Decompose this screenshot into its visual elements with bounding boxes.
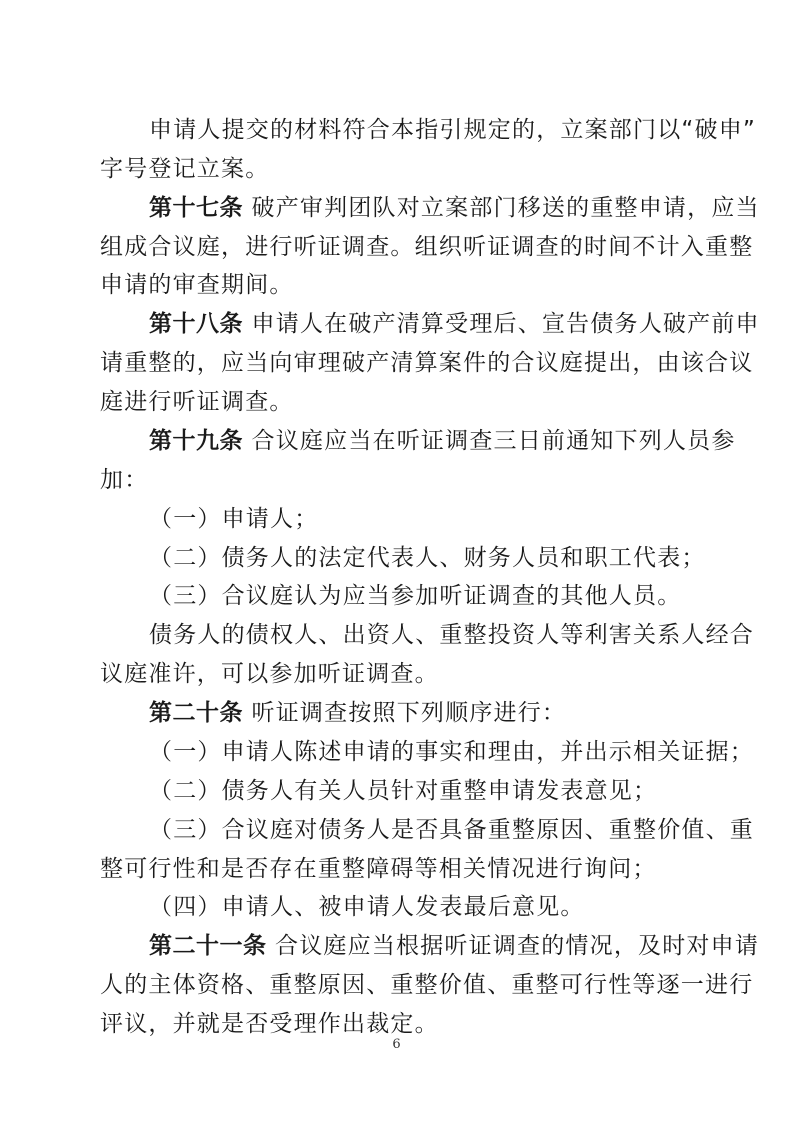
list-item <box>149 893 585 921</box>
line-text: 人的主体资格、重整原因、重整价值、重整可行性等逐一进行 <box>100 972 754 999</box>
text-line <box>100 660 439 688</box>
list-item <box>149 544 706 572</box>
line-text: 破产审判团队对立案部门移送的重整申请，应当 <box>251 194 760 221</box>
line-text: 评议，并就是否受理作出裁定。 <box>100 1011 439 1037</box>
line-text: 合议庭应当在听证调查三日前通知下列人员参 <box>251 427 736 454</box>
article-19-line <box>149 427 736 455</box>
line-text: 申请人在破产清算受理后、宣告债务人破产前申 <box>251 311 760 338</box>
line-text: 庭进行听证调查。 <box>100 389 294 416</box>
line-text: 债务人的债权人、出资人、重整投资人等利害关系人经合 <box>149 622 754 649</box>
article-20-line <box>149 699 566 727</box>
line-text: （三）合议庭对债务人是否具备重整原因、重整价值、重 <box>149 816 754 843</box>
article-17-line <box>149 194 760 222</box>
list-item <box>149 738 754 766</box>
article-heading: 第二十条 <box>149 700 243 727</box>
article-18-line <box>149 310 760 338</box>
line-text: （四）申请人、被申请人发表最后意见。 <box>149 894 585 921</box>
line-text: 听证调查按照下列顺序进行： <box>251 700 567 727</box>
list-item <box>149 777 657 805</box>
text-line <box>100 155 269 183</box>
text-line <box>100 388 294 416</box>
line-text: 申请人提交的材料符合本指引规定的，立案部门以“破申” <box>149 117 757 143</box>
text-line <box>100 233 753 261</box>
article-21-line <box>149 932 759 960</box>
line-text: （一）申请人陈述申请的事实和理由，并出示相关证据； <box>149 738 754 765</box>
page-number: 6 <box>392 1037 401 1052</box>
text-line <box>100 1010 439 1038</box>
article-heading: 第十八条 <box>149 311 243 338</box>
text-line <box>100 271 294 299</box>
line-text: 议庭准许，可以参加听证调查。 <box>100 661 439 688</box>
article-heading: 第二十一条 <box>149 933 267 960</box>
text-line <box>100 349 753 377</box>
line-text: （二）债务人的法定代表人、财务人员和职工代表； <box>149 544 706 571</box>
line-text: 字号登记立案。 <box>100 155 270 182</box>
text-line <box>149 116 756 144</box>
line-text: （三）合议庭认为应当参加听证调查的其他人员。 <box>149 583 682 610</box>
line-text: 组成合议庭，进行听证调查。组织听证调查的时间不计入重整 <box>100 233 754 260</box>
text-line <box>100 466 148 494</box>
line-text: 加： <box>100 466 149 493</box>
line-text: （二）债务人有关人员针对重整申请发表意见； <box>149 777 658 804</box>
article-heading: 第十七条 <box>149 194 243 221</box>
list-item <box>149 505 318 533</box>
line-text: （一）申请人； <box>149 505 319 532</box>
line-text: 合议庭应当根据听证调查的情况，及时对申请 <box>275 933 760 960</box>
text-line <box>100 971 753 999</box>
text-line <box>100 855 657 883</box>
article-heading: 第十九条 <box>149 427 243 454</box>
line-text: 请重整的，应当向审理破产清算案件的合议庭提出，由该合议 <box>100 350 754 377</box>
line-text: 申请的审查期间。 <box>100 272 294 299</box>
list-item <box>149 816 754 844</box>
text-line <box>149 621 754 649</box>
list-item <box>149 582 681 610</box>
line-text: 整可行性和是否存在重整障碍等相关情况进行询问； <box>100 855 657 882</box>
